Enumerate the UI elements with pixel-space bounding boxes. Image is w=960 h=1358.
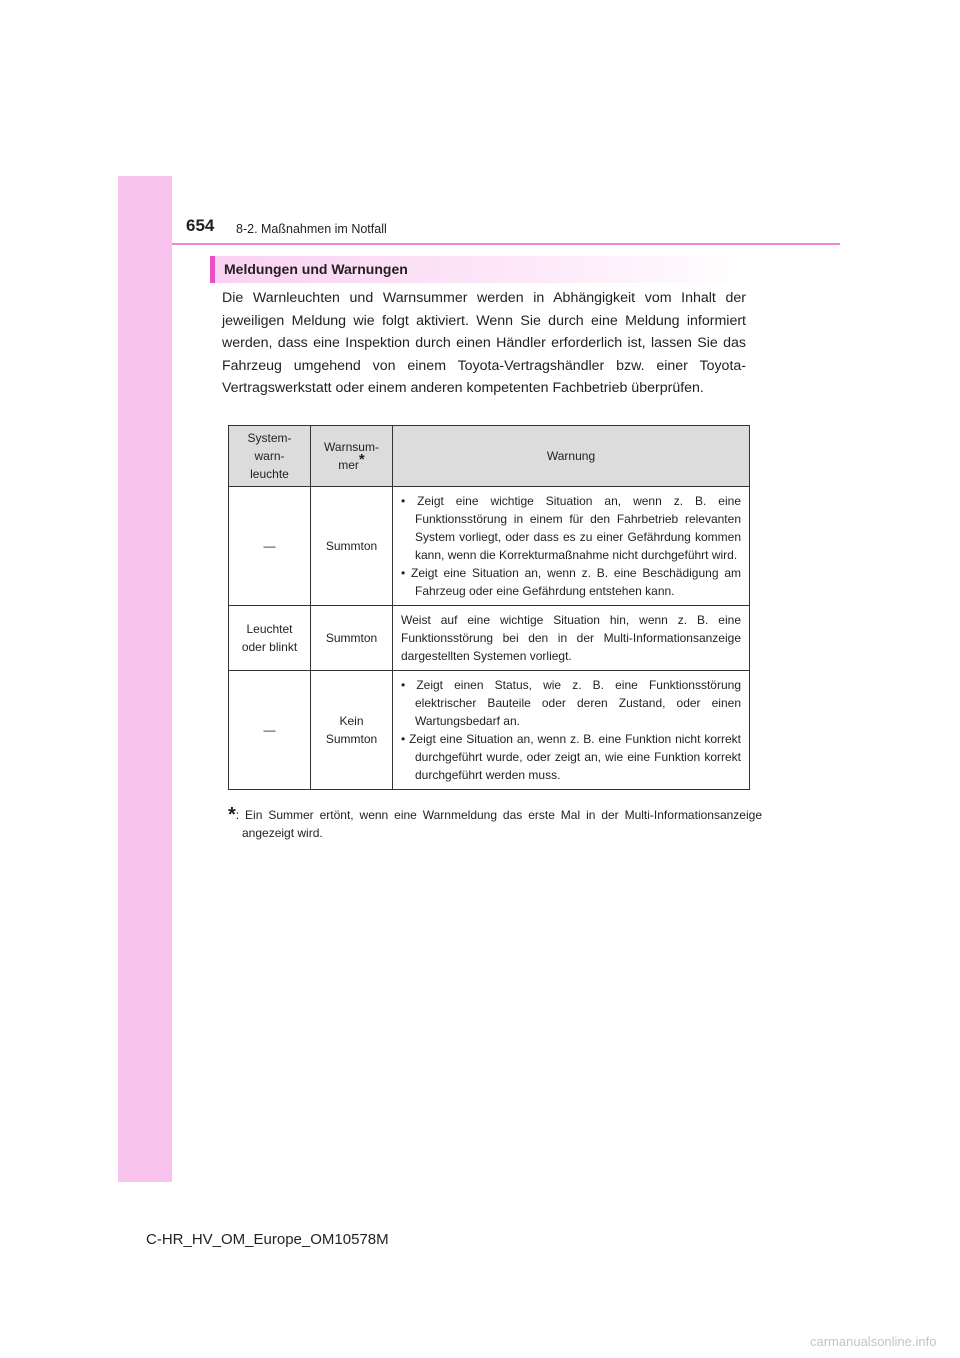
table-row [229, 487, 750, 606]
cell-warning: Weist auf eine wichtige Situation hin, wenn z. B. eine Funktionsstörung bei den in der Multi-Informationsanzeige dargestellten Systemen vorliegt. [393, 606, 750, 671]
cell-light: — [229, 487, 311, 606]
cell-line: Kein [339, 714, 364, 728]
footnote-text: : Ein Summer ertönt, wenn eine Warnmeldung das erste Mal in der Multi-Informationsanzeige angezeigt wird. [235, 808, 762, 840]
header-warning: Warnung [393, 426, 750, 487]
cell-line: Leuchtet [246, 622, 293, 636]
side-band [118, 176, 172, 1182]
header-line: mer [338, 458, 359, 472]
header-line: Warnsum- [324, 440, 379, 454]
list-item: • Zeigt einen Status, wie z. B. eine Funktionsstörung elektrischer Bauteile oder deren Zustand, oder einen Wartungsbedarf an. [401, 678, 741, 728]
table-header-row [229, 426, 750, 487]
footnote-star: * [228, 804, 236, 826]
heading-bar [210, 256, 750, 283]
footnote [228, 806, 762, 842]
header-system-light [229, 426, 311, 487]
list-item: • Zeigt eine wichtige Situation an, wenn z. B. eine Funktionsstörung in einem für den Fahrbetrieb relevanten System vorliegt, oder dass es zu einer Gefährdung kommen kann, wenn die Korrekturmaßnahme nicht durchgeführt wird. [401, 494, 741, 562]
cell-line: oder blinkt [241, 640, 298, 654]
cell-light: — [229, 671, 311, 790]
footnote-mark: * [358, 451, 365, 468]
list-item: • Zeigt eine Situation an, wenn z. B. eine Beschädigung am Fahrzeug oder eine Gefährdung entstehen kann. [401, 566, 741, 598]
warning-table [228, 425, 750, 790]
header-line: System- [247, 431, 292, 445]
header-buzzer [311, 426, 393, 487]
page-number: 654 [186, 216, 215, 235]
watermark: carmanualsonline.info [810, 1334, 937, 1349]
cell-light [229, 606, 311, 671]
table-row [229, 606, 750, 671]
cell-warning [393, 487, 750, 606]
section-title: 8-2. Maßnahmen im Notfall [236, 222, 387, 236]
table-row [229, 671, 750, 790]
header-line: warn- [254, 449, 285, 463]
heading-accent [210, 256, 215, 283]
footer-code: C-HR_HV_OM_Europe_OM10578M [146, 1231, 389, 1248]
header-line: leuchte [250, 467, 289, 481]
heading-text: Meldungen und Warnungen [224, 261, 408, 277]
intro-paragraph: Die Warnleuchten und Warnsummer werden in Abhängigkeit vom Inhalt der jeweiligen Meldung wie folgt aktiviert. Wenn Sie durch eine Meldung informiert werden, dass eine Inspektion durch einen Händler erforderlich ist, lassen Sie das Fahrzeug umgehend von einem Toyota-Vertragshändler bzw. einer Toyota-Vertragswerkstatt oder einem anderen kompetenten Fachbetrieb überprüfen. [222, 290, 746, 396]
cell-line: Summton [325, 732, 378, 746]
header-rule [172, 243, 840, 245]
cell-buzzer [311, 671, 393, 790]
cell-buzzer: Summton [311, 487, 393, 606]
cell-warning [393, 671, 750, 790]
cell-buzzer: Summton [311, 606, 393, 671]
list-item: • Zeigt eine Situation an, wenn z. B. eine Funktion nicht korrekt durchgeführt wurde, oder zeigt an, wie eine Funktion korrekt durchgeführt werden muss. [401, 732, 741, 782]
